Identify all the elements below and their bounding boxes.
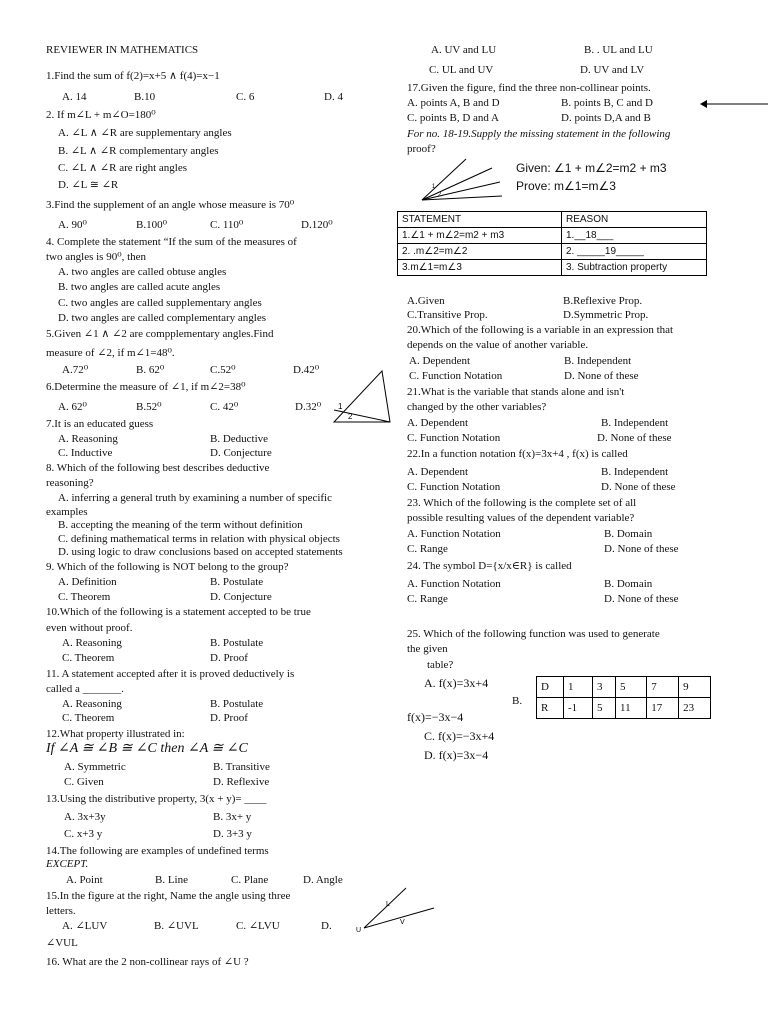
q2: 2. If m∠L + m∠O=180⁰	[46, 109, 156, 121]
q6-d: D.32⁰	[295, 401, 322, 413]
q1-b: B.10	[134, 91, 156, 103]
q16-c: C. UL and UV	[429, 64, 494, 76]
q4-b: B. two angles are called acute angles	[58, 281, 221, 293]
q18-19-instruction: For no. 18-19.Supply the missing statement in the following	[407, 128, 671, 140]
q8-cont: reasoning?	[46, 477, 94, 489]
q16-b: B. . UL and LU	[584, 44, 653, 56]
q1-c: C. 6	[236, 91, 255, 103]
q18-19-cont: proof?	[407, 143, 436, 155]
q11-c: C. Theorem	[62, 712, 115, 724]
point-label-l: L	[386, 901, 390, 908]
q10: 10.Which of the following is a statement accepted to be true	[46, 606, 311, 618]
q21-c: C. Function Notation	[407, 432, 501, 444]
q8-a: A. inferring a general truth by examining a number of specific	[58, 492, 332, 504]
q10-a: A. Reasoning	[62, 637, 122, 649]
q1: 1.Find the sum of f(2)=x+5 ∧ f(4)=x−1	[46, 70, 220, 82]
q21-a: A. Dependent	[407, 417, 469, 429]
q23-b: B. Domain	[604, 528, 653, 540]
header-reason: REASON	[562, 212, 707, 228]
arrow-head	[700, 100, 707, 108]
q24-b: B. Domain	[604, 578, 653, 590]
q11-b: B. Postulate	[210, 698, 264, 710]
q16-a: A. UV and LU	[431, 44, 497, 56]
q2-c: C. ∠L ∧ ∠R are right angles	[58, 162, 188, 174]
reason-cell: 1.__18___	[562, 228, 707, 244]
q4-a: A. two angles are called obtuse angles	[58, 266, 227, 278]
ray-1	[422, 159, 466, 200]
q18-c: C.Transitive Prop.	[407, 309, 488, 321]
q18-d: D.Symmetric Prop.	[563, 309, 649, 321]
q13-c: C. x+3 y	[64, 828, 103, 840]
angle-luv-figure	[354, 884, 438, 934]
point-label-v: V	[400, 919, 405, 926]
q2-a: A. ∠L ∧ ∠R are supplementary angles	[58, 127, 232, 139]
domain-row	[537, 677, 711, 698]
reason-cell: 3. Subtraction property	[562, 260, 707, 276]
q5-b: B. 62⁰	[136, 364, 165, 376]
q20-cont: depends on the value of another variable.	[407, 339, 589, 351]
point-label-u: U	[356, 927, 362, 934]
q20-c: C. Function Notation	[409, 370, 503, 382]
q11: 11. A statement accepted after it is proved deductively is	[46, 668, 295, 680]
q22-a: A. Dependent	[407, 466, 469, 478]
table-cell: 1	[564, 677, 593, 698]
q21-d: D. None of these	[597, 432, 672, 444]
q6-b: B.52⁰	[136, 401, 162, 413]
q24-c: C. Range	[407, 593, 448, 605]
q23-d: D. None of these	[604, 543, 679, 555]
rays-label-1: 1	[432, 184, 436, 190]
q23-c: C. Range	[407, 543, 448, 555]
q16-d: D. UV and LV	[580, 64, 645, 76]
angle-label-2: 2	[348, 412, 353, 421]
q13-b: B. 3x+ y	[213, 811, 252, 823]
q23-cont: possible resulting values of the dependent variable?	[407, 512, 635, 524]
proof-given: Given: ∠1 + m∠2=m2 + m3	[516, 161, 667, 175]
triangle-figure	[326, 368, 394, 428]
angle-ray	[334, 410, 390, 422]
q9-c: C. Theorem	[58, 591, 111, 603]
q20: 20.Which of the following is a variable in an expression that	[407, 324, 674, 336]
q15-b: B. ∠UVL	[154, 920, 199, 932]
q5-a: A.72⁰	[62, 364, 89, 376]
domain-range-table	[536, 676, 711, 719]
q14-a: A. Point	[66, 874, 103, 886]
q5-cont: measure of ∠2, if m∠1=48⁰.	[46, 347, 175, 359]
q21: 21.What is the variable that stands alone and isn't	[407, 386, 625, 398]
header-statement: STATEMENT	[398, 212, 562, 228]
triangle-shape	[334, 371, 390, 422]
table-cell: D	[537, 677, 564, 698]
q1-a: A. 14	[62, 91, 87, 103]
q17-a: A. points A, B and D	[407, 97, 500, 109]
q5: 5.Given ∠1 ∧ ∠2 are compplementary angles.Find	[46, 328, 274, 340]
q22-d: D. None of these	[601, 481, 676, 493]
q25-cont: the given	[407, 643, 448, 655]
table-cell: 5	[616, 677, 647, 698]
reason-cell: 2. _____19_____	[562, 244, 707, 260]
q14: 14.The following are examples of undefined terms	[46, 845, 269, 857]
rays-label-2: 2	[438, 192, 442, 198]
q2-b: B. ∠L ∧ ∠R complementary angles	[58, 145, 219, 157]
table-row	[398, 244, 707, 260]
q9-b: B. Postulate	[210, 576, 264, 588]
q15: 15.In the figure at the right, Name the angle using three	[46, 890, 291, 902]
q9-d: D. Conjecture	[210, 591, 272, 603]
table-cell: 11	[616, 698, 647, 719]
q20-d: D. None of these	[564, 370, 639, 382]
q15-d: D.	[321, 920, 332, 932]
doc-title: REVIEWER IN MATHEMATICS	[46, 44, 199, 56]
q21-b: B. Independent	[601, 417, 669, 429]
q4-cont: two angles is 90⁰, then	[46, 251, 147, 263]
q23: 23. Which of the following is the complete set of all	[407, 497, 637, 509]
q10-cont: even without proof.	[46, 622, 133, 634]
q8-d: D. using logic to draw conclusions based on accepted statements	[58, 546, 343, 558]
q15-a: A. ∠LUV	[62, 920, 108, 932]
q3: 3.Find the supplement of an angle whose measure is 70⁰	[46, 199, 295, 211]
q9-a: A. Definition	[58, 576, 117, 588]
q4-d: D. two angles are called complementary angles	[58, 312, 267, 324]
q12-d: D. Reflexive	[213, 776, 270, 788]
q17-b: B. points B, C and D	[561, 97, 653, 109]
table-cell: R	[537, 698, 564, 719]
ray-4	[422, 196, 502, 200]
q12-b: B. Transitive	[213, 761, 270, 773]
q18-a: A.Given	[407, 295, 445, 307]
q25: 25. Which of the following function was used to generate	[407, 628, 660, 640]
q7: 7.It is an educated guess	[46, 418, 154, 430]
q9: 9. Which of the following is NOT belong to the group?	[46, 561, 289, 573]
q6-a: A. 62⁰	[58, 401, 87, 413]
q17: 17.Given the figure, find the three non-collinear points.	[407, 82, 651, 94]
q8-a-cont: examples	[46, 506, 88, 518]
q13-d: D. 3+3 y	[213, 828, 252, 840]
q24-a: A. Function Notation	[407, 578, 501, 590]
proof-table	[397, 211, 707, 276]
q10-b: B. Postulate	[210, 637, 264, 649]
q15-d-cont: ∠VUL	[46, 937, 78, 949]
q12: 12.What property illustrated in:	[46, 728, 185, 740]
q11-d: D. Proof	[210, 712, 248, 724]
line-ab-figure	[700, 100, 768, 112]
q20-a: A. Dependent	[409, 355, 471, 367]
q16: 16. What are the 2 non-collinear rays of ∠U ?	[46, 956, 249, 968]
q13: 13.Using the distributive property, 3(x + y)= ____	[46, 793, 267, 805]
q3-b: B.100⁰	[136, 219, 167, 231]
q6: 6.Determine the measure of ∠1, if m∠2=38⁰	[46, 381, 246, 393]
q25-cont2: table?	[427, 659, 454, 671]
q1-d: D. 4	[324, 91, 343, 103]
q25-c: C. f(x)=−3x+4	[424, 729, 495, 743]
q2-d: D. ∠L ≅ ∠R	[58, 179, 119, 191]
q13-a: A. 3x+3y	[64, 811, 106, 823]
q3-c: C. 110⁰	[210, 219, 244, 231]
q22-b: B. Independent	[601, 466, 669, 478]
table-cell: 3	[592, 677, 615, 698]
q17-c: C. points B, D and A	[407, 112, 499, 124]
q20-b: B. Independent	[564, 355, 632, 367]
table-row	[398, 260, 707, 276]
q4: 4. Complete the statement “If the sum of the measures of	[46, 236, 297, 248]
q6-c: C. 42⁰	[210, 401, 239, 413]
q24-d: D. None of these	[604, 593, 679, 605]
q25-b: f(x)=−3x−4	[407, 710, 464, 724]
q4-c: C. two angles are called supplementary angles	[58, 297, 262, 309]
q5-c: C.52⁰	[210, 364, 236, 376]
statement-cell: 3.m∠1=m∠3	[398, 260, 562, 276]
q7-c: C. Inductive	[58, 447, 113, 459]
table-cell: 23	[679, 698, 711, 719]
q14-c: C. Plane	[231, 874, 269, 886]
q25-a: A. f(x)=3x+4	[424, 676, 489, 690]
q18-b: B.Reflexive Prop.	[563, 295, 643, 307]
rays-figure	[408, 156, 508, 204]
angle-label-1: 1	[338, 402, 343, 411]
q17-d: D. points D,A and B	[561, 112, 651, 124]
q8-c: C. defining mathematical terms in relation with physical objects	[58, 533, 340, 545]
q14-b: B. Line	[155, 874, 188, 886]
q24: 24. The symbol D={x/x∈R} is called	[407, 560, 572, 572]
q25-b-letter: B.	[512, 695, 523, 707]
proof-prove: Prove: m∠1=m∠3	[516, 179, 616, 193]
q10-d: D. Proof	[210, 652, 248, 664]
q8: 8. Which of the following best describes deductive	[46, 462, 270, 474]
table-header-row	[398, 212, 707, 228]
table-cell: -1	[564, 698, 593, 719]
q7-a: A. Reasoning	[58, 433, 118, 445]
q5-d: D.42⁰	[293, 364, 320, 376]
q14-d: D. Angle	[303, 874, 343, 886]
q12-statement: If ∠A ≅ ∠B ≅ ∠C then ∠A ≅ ∠C	[46, 741, 248, 756]
table-row	[398, 228, 707, 244]
q14-cont: EXCEPT.	[46, 858, 89, 870]
q3-d: D.120⁰	[301, 219, 333, 231]
q11-cont: called a _______.	[46, 683, 124, 695]
q8-b: B. accepting the meaning of the term without definition	[58, 519, 303, 531]
q21-cont: changed by the other variables?	[407, 401, 547, 413]
statement-cell: 1.∠1 + m∠2=m2 + m3	[398, 228, 562, 244]
range-row	[537, 698, 711, 719]
table-cell: 17	[647, 698, 679, 719]
q10-c: C. Theorem	[62, 652, 115, 664]
q12-c: C. Given	[64, 776, 104, 788]
table-cell: 9	[679, 677, 711, 698]
q15-cont: letters.	[46, 905, 76, 917]
q25-d: D. f(x)=3x−4	[424, 748, 489, 762]
q22: 22.In a function notation f(x)=3x+4 , f(x) is called	[407, 448, 628, 460]
table-cell: 7	[647, 677, 679, 698]
q3-a: A. 90⁰	[58, 219, 87, 231]
q12-a: A. Symmetric	[64, 761, 126, 773]
q11-a: A. Reasoning	[62, 698, 122, 710]
q23-a: A. Function Notation	[407, 528, 501, 540]
q7-d: D. Conjecture	[210, 447, 272, 459]
q7-b: B. Deductive	[210, 433, 269, 445]
q22-c: C. Function Notation	[407, 481, 501, 493]
table-cell: 5	[592, 698, 615, 719]
statement-cell: 2. .m∠2=m∠2	[398, 244, 562, 260]
q15-c: C. ∠LVU	[236, 920, 280, 932]
